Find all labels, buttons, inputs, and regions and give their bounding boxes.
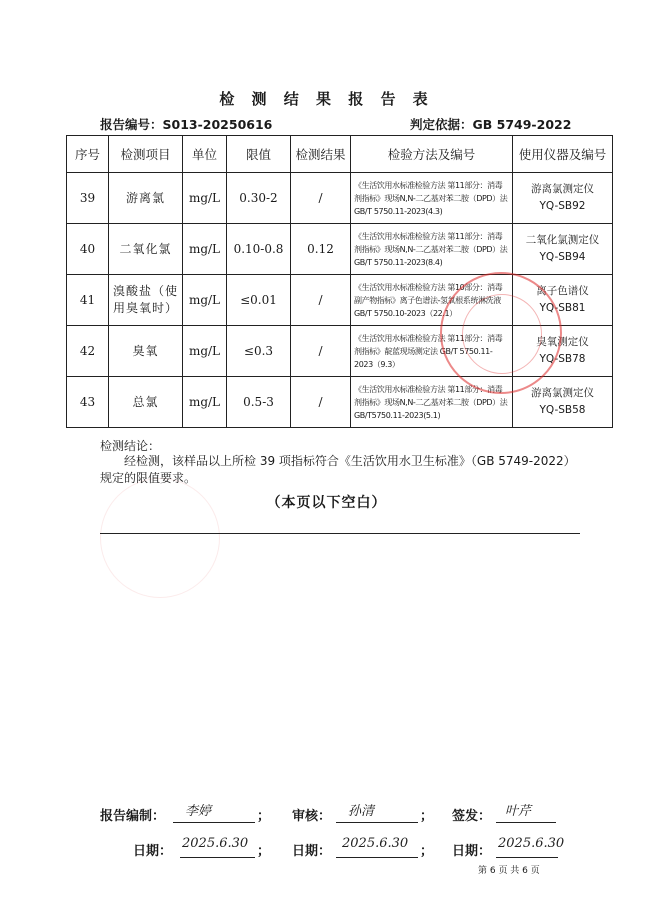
instrument-id: YQ-SB94 bbox=[539, 251, 586, 263]
cell-unit: mg/L bbox=[183, 377, 227, 428]
date-line bbox=[180, 857, 255, 858]
cell-result: / bbox=[291, 275, 351, 326]
table-row bbox=[67, 173, 613, 224]
review-label: 审核： bbox=[292, 809, 332, 824]
report-number: 报告编号：S013-20250616 bbox=[100, 117, 273, 132]
separator: ； bbox=[420, 844, 434, 859]
cell-method: 《生活饮用水标准检验方法 第11部分：消毒剂指标》现场N,N-二乙基对苯二胺（DPD）法GB/T 5750.11-2023(4.3) bbox=[351, 173, 513, 224]
cell-unit: mg/L bbox=[183, 326, 227, 377]
date-label: 日期： bbox=[133, 844, 173, 859]
instrument-id: YQ-SB78 bbox=[539, 353, 586, 365]
divider-line bbox=[100, 533, 580, 534]
header-instrument: 使用仪器及编号 bbox=[513, 136, 613, 173]
cell-result: / bbox=[291, 377, 351, 428]
report-title: 检 测 结 果 报 告 表 bbox=[219, 90, 434, 108]
instrument-id: YQ-SB81 bbox=[539, 302, 586, 314]
instrument-id: YQ-SB92 bbox=[539, 200, 586, 212]
date-line bbox=[496, 857, 558, 858]
issue-label: 签发： bbox=[452, 809, 492, 824]
date-label: 日期： bbox=[452, 844, 492, 859]
header-limit: 限值 bbox=[227, 136, 291, 173]
cell-unit: mg/L bbox=[183, 224, 227, 275]
compiled-by-label: 报告编制： bbox=[100, 809, 166, 824]
cell-item: 总氯 bbox=[109, 377, 183, 428]
instrument-name: 游离氯测定仪 bbox=[531, 183, 594, 195]
cell-method: 《生活饮用水标准检验方法 第11部分：消毒剂指标》现场N,N-二乙基对苯二胺（DPD）法GB/T5750.11-2023(5.1) bbox=[351, 377, 513, 428]
instrument-name: 游离氯测定仪 bbox=[531, 387, 594, 399]
issue-signature: 叶芹 bbox=[505, 804, 532, 819]
instrument-name: 臭氧测定仪 bbox=[536, 336, 589, 348]
conclusion-label: 检测结论： bbox=[100, 439, 161, 453]
header-item: 检测项目 bbox=[109, 136, 183, 173]
seal-inner-ring bbox=[462, 294, 542, 374]
issue-date: 2025.6.30 bbox=[498, 836, 565, 851]
red-seal-stamp bbox=[440, 272, 562, 394]
review-date: 2025.6.30 bbox=[342, 836, 409, 851]
blank-page-note: （本页以下空白） bbox=[266, 495, 387, 511]
cell-item: 游离氯 bbox=[109, 173, 183, 224]
cell-limit: 0.30-2 bbox=[227, 173, 291, 224]
cell-item: 臭氧 bbox=[109, 326, 183, 377]
cell-method: 《生活饮用水标准检验方法 第10部分：消毒副产物指标》离子色谱法-氢氧根系统淋洗液 GB/T 5750.10-2023（22.1） bbox=[351, 275, 513, 326]
instrument-id: YQ-SB58 bbox=[539, 404, 586, 416]
header-unit: 单位 bbox=[183, 136, 227, 173]
separator: ； bbox=[257, 844, 271, 859]
cell-result: / bbox=[291, 173, 351, 224]
review-signature: 孙清 bbox=[348, 804, 375, 819]
page-footer: 第 6 页 共 6 页 bbox=[478, 866, 540, 876]
separator: ； bbox=[257, 809, 271, 824]
separator: ； bbox=[420, 809, 434, 824]
date-label: 日期： bbox=[292, 844, 332, 859]
cell-item: 二氧化氯 bbox=[109, 224, 183, 275]
table-header-row bbox=[67, 136, 613, 173]
conclusion-text: 经检测，该样品以上所检 39 项指标符合《生活饮用水卫生标准》（GB 5749-2022）规定的限值要求。 bbox=[100, 454, 570, 485]
cell-instrument bbox=[513, 224, 613, 275]
header-result: 检测结果 bbox=[291, 136, 351, 173]
cell-limit: 0.5-3 bbox=[227, 377, 291, 428]
cell-unit: mg/L bbox=[183, 275, 227, 326]
date-line bbox=[336, 857, 418, 858]
cell-instrument bbox=[513, 173, 613, 224]
cell-no: 40 bbox=[67, 224, 109, 275]
cell-limit: 0.10-0.8 bbox=[227, 224, 291, 275]
cell-limit: ≤0.01 bbox=[227, 275, 291, 326]
header-no: 序号 bbox=[67, 136, 109, 173]
cell-item: 溴酸盐（使用臭氧时） bbox=[109, 275, 183, 326]
table-row bbox=[67, 224, 613, 275]
judgement-basis: 判定依据：GB 5749-2022 bbox=[410, 117, 572, 132]
review-line bbox=[336, 822, 418, 823]
cell-no: 42 bbox=[67, 326, 109, 377]
header-method: 检验方法及编号 bbox=[351, 136, 513, 173]
cell-result: / bbox=[291, 326, 351, 377]
cell-method: 《生活饮用水标准检验方法 第11部分：消毒剂指标》靛蓝现场测定法 GB/T 5750.11-2023（9.3） bbox=[351, 326, 513, 377]
cell-unit: mg/L bbox=[183, 173, 227, 224]
issue-line bbox=[496, 822, 556, 823]
cell-no: 43 bbox=[67, 377, 109, 428]
cell-limit: ≤0.3 bbox=[227, 326, 291, 377]
cell-result: 0.12 bbox=[291, 224, 351, 275]
cell-method: 《生活饮用水标准检验方法 第11部分：消毒剂指标》现场N,N-二乙基对苯二胺（DPD）法GB/T 5750.11-2023(8.4) bbox=[351, 224, 513, 275]
cell-no: 39 bbox=[67, 173, 109, 224]
instrument-name: 二氧化氯测定仪 bbox=[525, 234, 600, 246]
compiled-date: 2025.6.30 bbox=[182, 836, 249, 851]
cell-no: 41 bbox=[67, 275, 109, 326]
compiled-by-line bbox=[173, 822, 255, 823]
compiled-by-signature: 李婷 bbox=[185, 804, 212, 819]
instrument-name: 离子色谱仪 bbox=[536, 285, 589, 297]
